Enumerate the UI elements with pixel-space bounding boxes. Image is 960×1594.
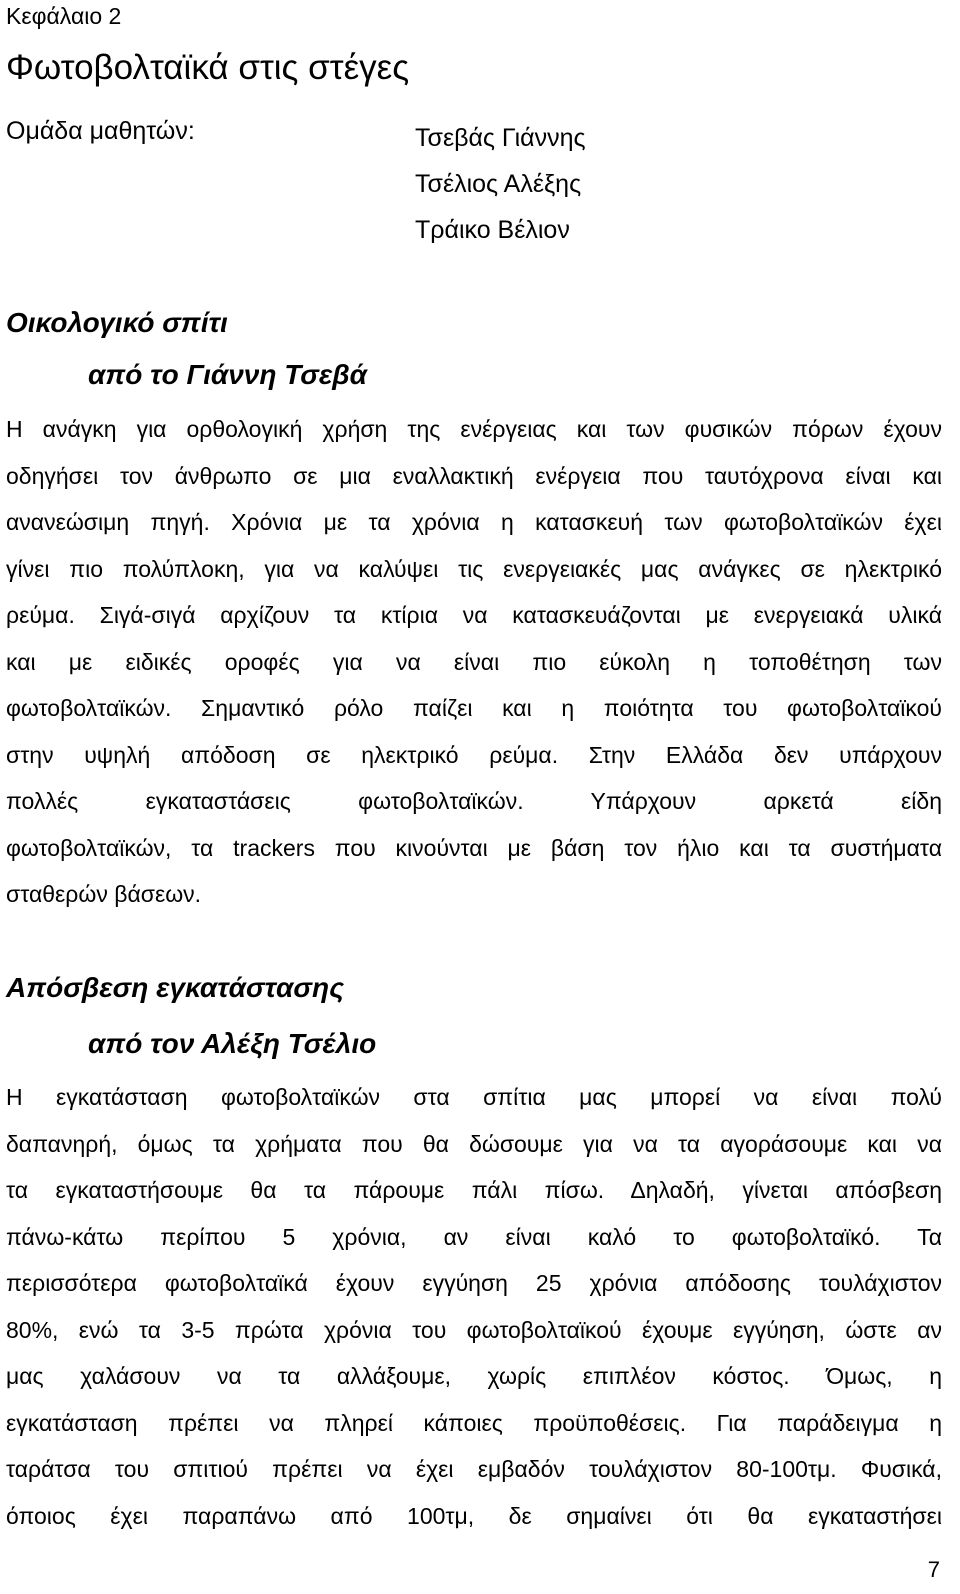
section-body-ecological-house <box>6 406 942 918</box>
paragraph-line: Η εγκατάσταση φωτοβολταϊκών στα σπίτια μας μπορεί να είναι πολύ <box>6 1084 942 1110</box>
paragraph-line: γίνει πιο πολύπλοκη, για να καλύψει τις ενεργειακές μας ανάγκες σε ηλεκτρικό <box>6 555 942 582</box>
team-members-list <box>415 115 586 253</box>
paragraph-line: περισσότερα φωτοβολταϊκά έχουν εγγύηση 25 χρόνια απόδοσης τουλάχιστον <box>6 1270 942 1296</box>
paragraph-line: εγκατάσταση πρέπει να πληρεί κάποιες προϋποθέσεις. Για παράδειγμα η <box>6 1409 942 1436</box>
paragraph-line: 80%, ενώ τα 3-5 πρώτα χρόνια του φωτοβολταϊκού έχουμε εγγύηση, ώστε αν <box>6 1316 942 1343</box>
section-title-ecological-house: Οικολογικό σπίτι <box>6 307 228 338</box>
team-member: Τσεβάς Γιάννης <box>415 124 586 152</box>
paragraph-line: σταθερών βάσεων. <box>6 881 202 907</box>
paragraph-line: ταράτσα του σπιτιού πρέπει να έχει εμβαδόν τουλάχιστον 80-100τμ. Φυσικά, <box>6 1456 942 1482</box>
paragraph-line: φωτοβολταϊκών. Σημαντικό ρόλο παίζει και η ποιότητα του φωτοβολταϊκού <box>6 695 942 721</box>
chapter-title: Φωτοβολταϊκά στις στέγες <box>6 48 410 87</box>
team-member: Τσέλιος Αλέξης <box>415 170 582 198</box>
chapter-label: Κεφάλαιο 2 <box>6 3 122 29</box>
team-member: Τράικο Βέλιον <box>415 216 570 244</box>
paragraph-line: Η ανάγκη για ορθολογική χρήση της ενέργειας και των φυσικών πόρων έχουν <box>6 416 942 442</box>
paragraph-line: μας χαλάσουν να τα αλλάξουμε, χωρίς επιπλέον κόστος. Όμως, η <box>6 1363 942 1389</box>
paragraph-line: δαπανηρή, όμως τα χρήματα που θα δώσουμε για να τα αγοράσουμε και να <box>6 1130 942 1157</box>
paragraph-line: και με ειδικές οροφές για να είναι πιο εύκολη η τοποθέτηση των <box>6 648 942 675</box>
paragraph-line: φωτοβολταϊκών, τα trackers που κινούνται με βάση τον ήλιο και τα συστήματα <box>6 834 942 861</box>
paragraph-line: ανανεώσιμη πηγή. Χρόνια με τα χρόνια η κατασκευή των φωτοβολταϊκών έχει <box>6 509 942 535</box>
paragraph-line: πολλές εγκαταστάσεις φωτοβολταϊκών. Υπάρχουν αρκετά είδη <box>6 788 942 814</box>
paragraph-line: οδηγήσει τον άνθρωπο σε μια εναλλακτική ενέργεια που ταυτόχρονα είναι και <box>6 462 942 489</box>
paragraph-line: πάνω-κάτω περίπου 5 χρόνια, αν είναι καλό το φωτοβολταϊκό. Τα <box>6 1223 942 1250</box>
paragraph-line: στην υψηλή απόδοση σε ηλεκτρικό ρεύμα. Στην Ελλάδα δεν υπάρχουν <box>6 741 942 768</box>
section-body-installation-payback <box>6 1074 942 1539</box>
paragraph-line: ρεύμα. Σιγά-σιγά αρχίζουν τα κτίρια να κατασκευάζονται με ενεργειακά υλικά <box>6 602 942 628</box>
paragraph-line: τα εγκαταστήσουμε θα τα πάρουμε πάλι πίσω. Δηλαδή, γίνεται απόσβεση <box>6 1177 942 1203</box>
team-label: Ομάδα μαθητών: <box>6 117 195 145</box>
section-title-installation-payback: Απόσβεση εγκατάστασης <box>6 972 344 1003</box>
page-number: 7 <box>927 1557 940 1582</box>
paragraph-line: όποιος έχει παραπάνω από 100τμ, δε σημαίνει ότι θα εγκαταστήσει <box>6 1502 942 1529</box>
section-author: από το Γιάννη Τσεβά <box>88 359 368 390</box>
section-author: από τον Αλέξη Τσέλιο <box>88 1028 377 1059</box>
